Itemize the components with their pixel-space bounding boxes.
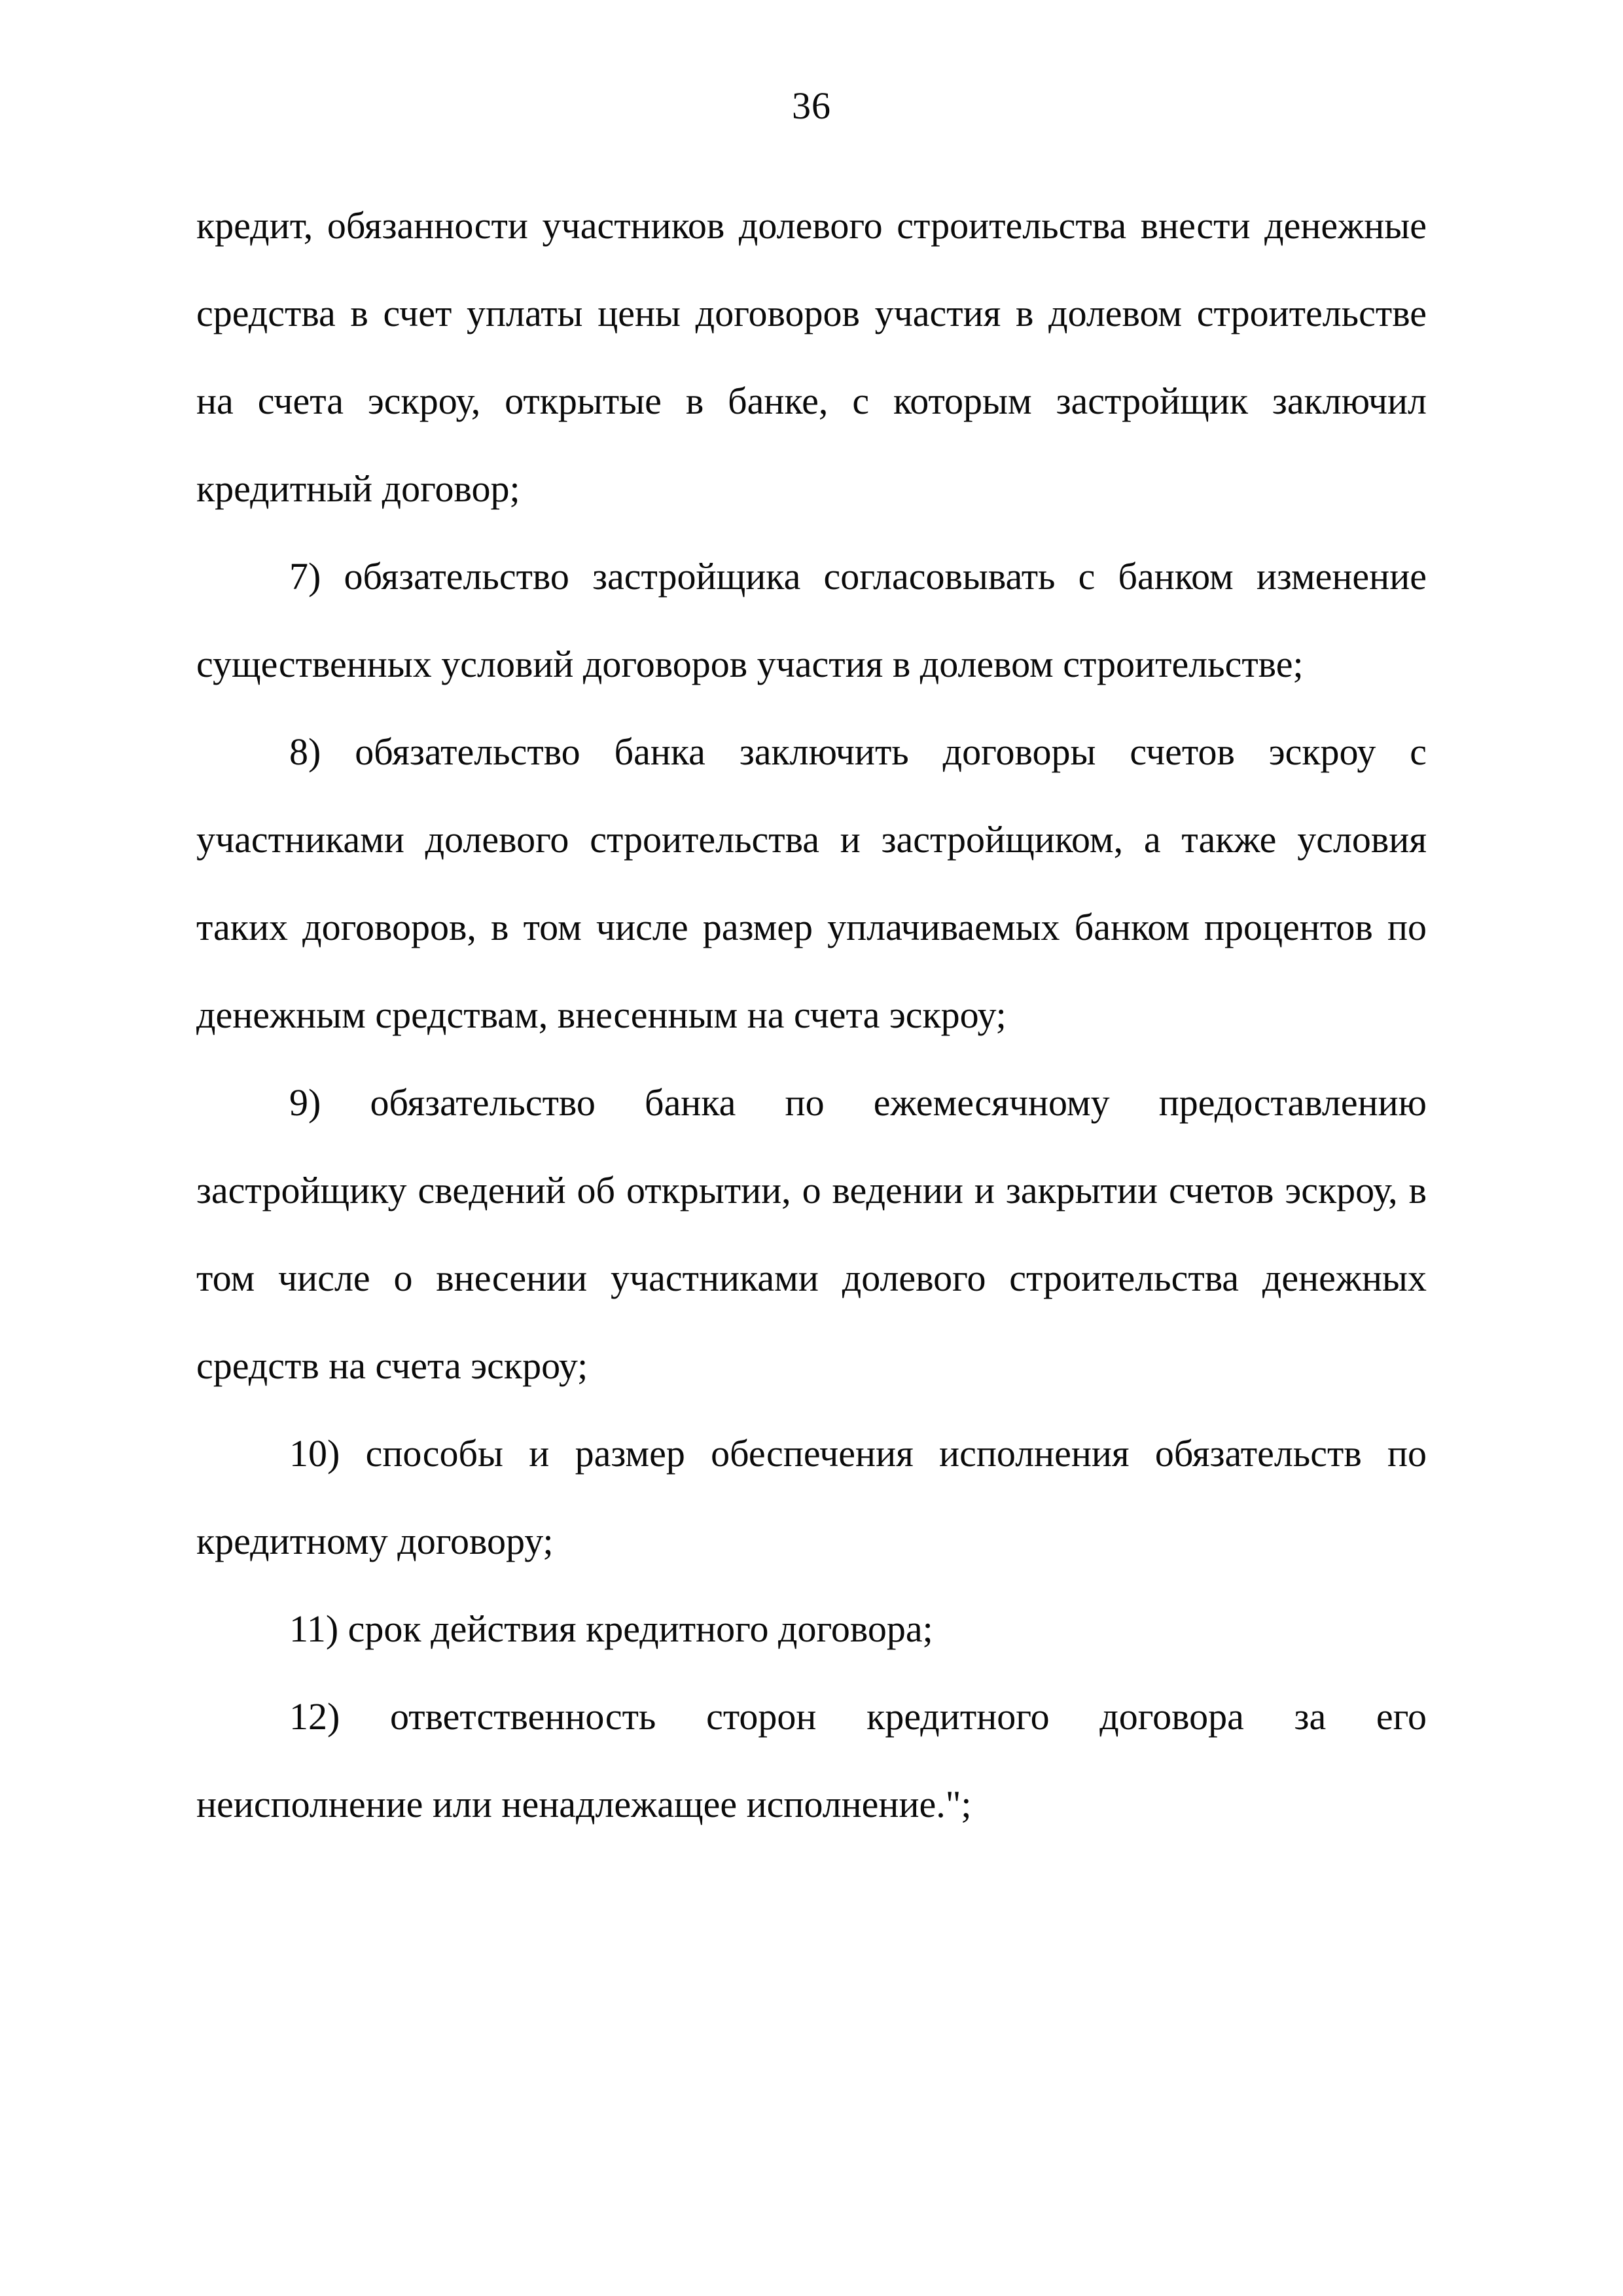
text-line: денежным средствам, внесенным на счета эскроу; (196, 994, 1007, 1036)
text-line: кредитный договор; (196, 467, 520, 510)
text-line: 12) ответственность сторон кредитного договора за его (289, 1695, 1427, 1738)
text-line: 8) обязательство банка заключить договоры счетов эскроу с (289, 730, 1427, 773)
text-line: кредит, обязанности участников долевого строительства внести денежные (196, 204, 1427, 247)
text-line: участниками долевого строительства и застройщиком, а также условия (196, 818, 1427, 861)
text-line: том числе о внесении участниками долевого строительства денежных (196, 1257, 1427, 1299)
text-line: неисполнение или ненадлежащее исполнение."; (196, 1783, 972, 1825)
text-line: существенных условий договоров участия в долевом строительстве; (196, 643, 1304, 685)
text-line: 10) способы и размер обеспечения исполнения обязательств по (289, 1432, 1427, 1475)
document-body (196, 182, 1427, 1848)
text-line: таких договоров, в том числе размер уплачиваемых банком процентов по (196, 906, 1427, 948)
text-line: средств на счета эскроу; (196, 1344, 588, 1387)
text-line: 7) обязательство застройщика согласовывать с банком изменение (289, 555, 1427, 598)
text-line: застройщику сведений об открытии, о ведении и закрытии счетов эскроу, в (196, 1169, 1427, 1211)
text-line: 9) обязательство банка по ежемесячному предоставлению (289, 1081, 1427, 1124)
text-line: 11) срок действия кредитного договора; (289, 1607, 933, 1650)
text-line: средства в счет уплаты цены договоров участия в долевом строительстве (196, 292, 1427, 334)
text-line: на счета эскроу, открытые в банке, с которым застройщик заключил (196, 380, 1427, 422)
text-line: кредитному договору; (196, 1520, 554, 1562)
page-number: 36 (792, 84, 831, 127)
